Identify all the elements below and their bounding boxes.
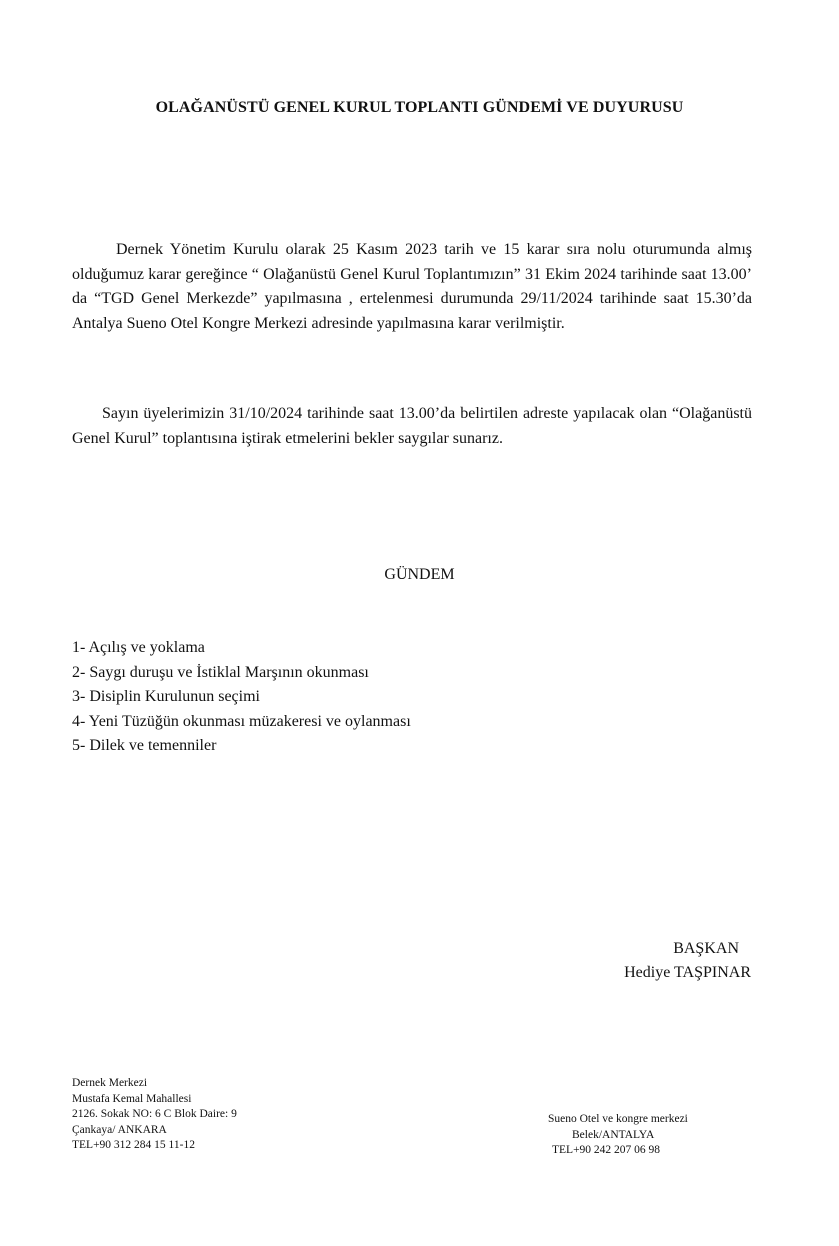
document-title: OLAĞANÜSTÜ GENEL KURUL TOPLANTI GÜNDEMİ VE DUYURUSU bbox=[155, 99, 684, 116]
footer-phone: TEL+90 312 284 15 11-12 bbox=[72, 1139, 195, 1152]
agenda-heading: GÜNDEM bbox=[384, 566, 455, 583]
agenda-item: 5- Dilek ve temenniler bbox=[72, 737, 217, 754]
agenda-item: 1- Açılış ve yoklama bbox=[72, 639, 205, 656]
footer-phone: TEL+90 242 207 06 98 bbox=[552, 1144, 661, 1157]
footer-line: Dernek Merkezi bbox=[72, 1077, 148, 1089]
invitation-text: Sayın üyelerimizin 31/10/2024 tarihinde saat 13.00’da belirtilen adreste yapılacak olan “Olağanüstü Genel Kurul” toplantısına iştirak etmelerini bekler saygılar sunarız. bbox=[72, 405, 752, 447]
signer-name: Hediye TAŞPINAR bbox=[624, 964, 751, 981]
footer-line: Çankaya/ ANKARA bbox=[72, 1123, 167, 1136]
agenda-item: 4- Yeni Tüzüğün okunması müzakeresi ve oylanması bbox=[72, 712, 411, 730]
signer-role: BAŞKAN bbox=[673, 940, 739, 957]
footer-headquarters-address bbox=[72, 1076, 237, 1154]
footer-venue-address bbox=[540, 1112, 688, 1159]
agenda-list bbox=[72, 636, 411, 759]
announcement-paragraph bbox=[72, 238, 752, 336]
footer-line: Belek/ANTALYA bbox=[572, 1128, 655, 1141]
invitation-paragraph bbox=[72, 402, 752, 451]
agenda-item: 2- Saygı duruşu ve İstiklal Marşının okunması bbox=[72, 663, 369, 681]
announcement-text: Dernek Yönetim Kurulu olarak 25 Kasım 2023 tarih ve 15 karar sıra nolu oturumunda almış olduğumuz karar gereğince “ Olağanüstü Genel Kurul Toplantımızın” 31 Ekim 2024 tarihinde saat 13.00’ da “TGD Genel Merkezde” yapılmasına , ertelenmesi durumunda 29/11/2024 tarihinde saat 15.30’da Antalya Sueno Otel Kongre Merkezi adresinde yapılmasına karar verilmiştir. bbox=[72, 241, 752, 332]
footer-line: Mustafa Kemal Mahallesi bbox=[72, 1092, 192, 1105]
signature-block bbox=[624, 937, 751, 985]
footer-line: 2126. Sokak NO: 6 C Blok Daire: 9 bbox=[72, 1108, 237, 1121]
agenda-item: 3- Disiplin Kurulunun seçimi bbox=[72, 688, 260, 705]
footer-line: Sueno Otel ve kongre merkezi bbox=[548, 1113, 688, 1125]
